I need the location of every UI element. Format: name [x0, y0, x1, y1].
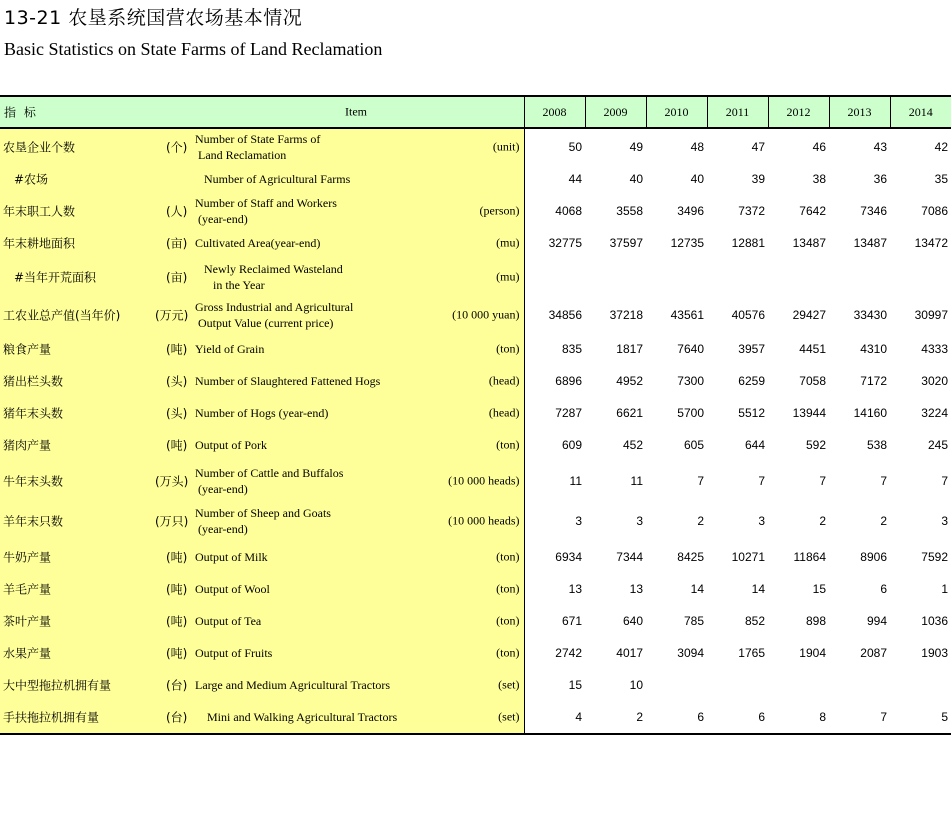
- indicator-chinese: 粮食产量: [3, 342, 52, 357]
- indicator-chinese: 牛奶产量: [3, 550, 52, 565]
- value-cell: 29427: [792, 308, 826, 322]
- indicator-english: Output of Fruits: [195, 646, 273, 660]
- value-cell: 538: [866, 438, 887, 452]
- value-cell: 7642: [799, 204, 826, 218]
- header-year: 2012: [768, 96, 829, 128]
- unit-english: (ton): [496, 581, 520, 596]
- unit-chinese: (台): [166, 678, 188, 693]
- value-cell: 13487: [853, 236, 887, 250]
- value-cell: 1765: [738, 646, 765, 660]
- unit-chinese: (头): [166, 406, 188, 421]
- table-row: [0, 297, 951, 333]
- indicator-english: Cultivated Area(year-end): [195, 236, 321, 250]
- table-row: [0, 165, 951, 193]
- header-year: 2013: [829, 96, 890, 128]
- value-cell: 7: [941, 474, 948, 488]
- value-cell: 7: [758, 474, 765, 488]
- value-cell: 835: [561, 342, 582, 356]
- indicator-english: Number of State Farms of Land Reclamation: [195, 132, 321, 162]
- table-row: [0, 669, 951, 701]
- value-cell: 50: [568, 140, 582, 154]
- indicator-chinese: 猪出栏头数: [3, 374, 64, 389]
- value-cell: 13944: [792, 406, 826, 420]
- value-cell: 1: [941, 582, 948, 596]
- value-cell: 3224: [921, 406, 948, 420]
- value-cell: 3: [941, 514, 948, 528]
- value-cell: 3: [636, 514, 643, 528]
- row-label-cell: [0, 229, 524, 257]
- value-cell: 43: [873, 140, 887, 154]
- unit-english: (ton): [496, 645, 520, 660]
- value-cell: [768, 257, 829, 297]
- table-row: [0, 333, 951, 365]
- unit-english: (head): [488, 373, 520, 388]
- unit-chinese: (头): [166, 374, 188, 389]
- header-row: [0, 96, 951, 128]
- value-cell: [829, 257, 890, 297]
- value-cell: 4068: [555, 204, 582, 218]
- value-cell: 994: [866, 614, 887, 628]
- value-cell: 40576: [731, 308, 765, 322]
- value-cell: 36: [873, 172, 887, 186]
- indicator-chinese: 牛年末头数: [3, 474, 64, 489]
- value-cell: 30997: [914, 308, 948, 322]
- unit-english: (mu): [496, 235, 520, 250]
- unit-english: (ton): [496, 341, 520, 356]
- value-cell: 3094: [677, 646, 704, 660]
- value-cell: 245: [927, 438, 948, 452]
- value-cell: 6: [880, 582, 887, 596]
- value-cell: 1904: [799, 646, 826, 660]
- row-label-cell: [0, 128, 524, 165]
- indicator-chinese: 猪年末头数: [3, 406, 64, 421]
- row-label-cell: [0, 701, 524, 734]
- table-row: [0, 365, 951, 397]
- unit-english: (set): [498, 677, 520, 692]
- row-label-cell: [0, 461, 524, 501]
- value-cell: 3957: [738, 342, 765, 356]
- value-cell: 452: [622, 438, 643, 452]
- value-cell: [707, 669, 768, 701]
- table-row: [0, 397, 951, 429]
- value-cell: 38: [812, 172, 826, 186]
- row-label-cell: [0, 333, 524, 365]
- value-cell: 8906: [860, 550, 887, 564]
- value-cell: 8: [768, 701, 829, 734]
- indicator-english: Number of Hogs (year-end): [195, 406, 329, 420]
- value-cell: 7640: [677, 342, 704, 356]
- value-cell: 8425: [677, 550, 704, 564]
- value-cell: 7372: [738, 204, 765, 218]
- value-cell: 4333: [921, 342, 948, 356]
- value-cell: 14: [690, 582, 704, 596]
- table-row: [0, 257, 951, 297]
- header-year: 2014: [890, 96, 951, 128]
- indicator-chinese: 农垦企业个数: [3, 140, 76, 155]
- header-indicator-label: 指 标: [4, 105, 38, 120]
- value-cell: 35: [934, 172, 948, 186]
- indicator-chinese: 羊年末只数: [3, 514, 64, 529]
- value-cell: 11: [569, 474, 582, 488]
- indicator-english: Output of Tea: [195, 614, 262, 628]
- value-cell: 12881: [731, 236, 765, 250]
- indicator-english: Output of Pork: [195, 438, 267, 452]
- indicator-english: Mini and Walking Agricultural Tractors: [204, 710, 398, 724]
- indicator-english: Number of Sheep and Goats (year-end): [195, 506, 331, 536]
- value-cell: 13487: [792, 236, 826, 250]
- value-cell: 14160: [853, 406, 887, 420]
- value-cell: 5: [890, 701, 951, 734]
- unit-chinese: (万头): [155, 474, 189, 489]
- indicator-chinese: 水果产量: [3, 646, 52, 661]
- value-cell: 4952: [616, 374, 643, 388]
- table-row: [0, 429, 951, 461]
- unit-chinese: (亩): [166, 236, 188, 251]
- indicator-chinese: #农场: [14, 172, 49, 187]
- value-cell: 6934: [555, 550, 582, 564]
- table-row: [0, 605, 951, 637]
- value-cell: 1903: [921, 646, 948, 660]
- value-cell: 6: [646, 701, 707, 734]
- indicator-english: Number of Agricultural Farms: [204, 172, 351, 186]
- unit-english: (ton): [496, 437, 520, 452]
- unit-english: (ton): [496, 549, 520, 564]
- value-cell: 7: [829, 701, 890, 734]
- value-cell: 2: [880, 514, 887, 528]
- value-cell: 7346: [860, 204, 887, 218]
- unit-chinese: (亩): [166, 270, 188, 285]
- value-cell: 13: [629, 582, 643, 596]
- value-cell: [646, 669, 707, 701]
- value-cell: 37218: [609, 308, 643, 322]
- unit-chinese: (吨): [166, 646, 188, 661]
- value-cell: 3558: [616, 204, 643, 218]
- value-cell: 43561: [670, 308, 704, 322]
- indicator-english: Number of Staff and Workers (year-end): [195, 196, 337, 226]
- row-label-cell: [0, 637, 524, 669]
- value-cell: [646, 257, 707, 297]
- row-label-cell: [0, 165, 524, 193]
- table-body: [0, 128, 951, 734]
- value-cell: [524, 257, 585, 297]
- unit-chinese: (吨): [166, 582, 188, 597]
- unit-english: (head): [488, 405, 520, 420]
- value-cell: 3: [575, 514, 582, 528]
- value-cell: 2: [697, 514, 704, 528]
- value-cell: 1036: [921, 614, 948, 628]
- value-cell: 14: [751, 582, 765, 596]
- unit-chinese: (吨): [166, 342, 188, 357]
- value-cell: 33430: [853, 308, 887, 322]
- indicator-english: Yield of Grain: [195, 342, 265, 356]
- value-cell: 2087: [860, 646, 887, 660]
- value-cell: 2: [819, 514, 826, 528]
- row-label-cell: [0, 257, 524, 297]
- value-cell: [768, 669, 829, 701]
- value-cell: 852: [744, 614, 765, 628]
- unit-chinese: (万只): [155, 514, 189, 529]
- value-cell: 7: [819, 474, 826, 488]
- value-cell: 11864: [793, 550, 826, 564]
- value-cell: 3020: [921, 374, 948, 388]
- value-cell: 12735: [670, 236, 704, 250]
- indicator-english: Large and Medium Agricultural Tractors: [195, 678, 391, 692]
- unit-chinese: (台): [166, 710, 188, 725]
- header-indicator-cell: [0, 96, 524, 128]
- value-cell: 7344: [616, 550, 643, 564]
- value-cell: 592: [805, 438, 826, 452]
- indicator-chinese: 手扶拖拉机拥有量: [3, 710, 100, 725]
- value-cell: 7: [880, 474, 887, 488]
- indicator-chinese: 猪肉产量: [3, 438, 52, 453]
- value-cell: 2: [585, 701, 646, 734]
- value-cell: 3496: [677, 204, 704, 218]
- indicator-chinese: 年末耕地面积: [3, 236, 76, 251]
- value-cell: 1817: [616, 342, 643, 356]
- value-cell: 609: [561, 438, 582, 452]
- indicator-chinese: 年末职工人数: [3, 204, 76, 219]
- value-cell: 15: [812, 582, 826, 596]
- value-cell: 10271: [731, 550, 765, 564]
- row-label-cell: [0, 397, 524, 429]
- value-cell: 47: [751, 140, 765, 154]
- value-cell: 5512: [738, 406, 765, 420]
- value-cell: 4017: [616, 646, 643, 660]
- value-cell: 34856: [548, 308, 582, 322]
- table-row: [0, 229, 951, 257]
- value-cell: 7300: [677, 374, 704, 388]
- table-row: [0, 637, 951, 669]
- value-cell: 2742: [555, 646, 582, 660]
- unit-chinese: (吨): [166, 614, 188, 629]
- value-cell: 7592: [921, 550, 948, 564]
- indicator-chinese: #当年开荒面积: [14, 270, 97, 285]
- header-item-label: Item: [345, 104, 367, 119]
- value-cell: 7086: [921, 204, 948, 218]
- value-cell: 48: [690, 140, 704, 154]
- value-cell: 46: [812, 140, 826, 154]
- indicator-chinese: 茶叶产量: [3, 614, 52, 629]
- unit-chinese: (个): [166, 140, 188, 155]
- unit-english: (person): [479, 203, 520, 218]
- row-label-cell: [0, 573, 524, 605]
- unit-english: (10 000 heads): [448, 513, 520, 528]
- header-year: 2010: [646, 96, 707, 128]
- value-cell: 898: [805, 614, 826, 628]
- unit-english: (ton): [496, 613, 520, 628]
- row-label-cell: [0, 605, 524, 637]
- row-label-cell: [0, 501, 524, 541]
- indicator-chinese: 工农业总产值(当年价): [3, 308, 121, 323]
- unit-chinese: (万元): [155, 308, 189, 323]
- value-cell: 7287: [555, 406, 582, 420]
- value-cell: 4310: [860, 342, 887, 356]
- row-label-cell: [0, 669, 524, 701]
- value-cell: 6621: [616, 406, 643, 420]
- row-label-cell: [0, 541, 524, 573]
- header-year: 2008: [524, 96, 585, 128]
- unit-chinese: (吨): [166, 550, 188, 565]
- value-cell: 671: [561, 614, 582, 628]
- value-cell: 6896: [555, 374, 582, 388]
- indicator-chinese: 大中型拖拉机拥有量: [3, 678, 112, 693]
- table-row: [0, 701, 951, 734]
- value-cell: 11: [630, 474, 643, 488]
- value-cell: 5700: [677, 406, 704, 420]
- table-title-english: Basic Statistics on State Farms of Land Reclamation: [4, 39, 383, 59]
- indicator-english: Number of Cattle and Buffalos (year-end): [195, 466, 344, 496]
- table-row: [0, 501, 951, 541]
- indicator-english: Newly Reclaimed Wasteland in the Year: [204, 262, 343, 292]
- unit-english: (set): [498, 709, 520, 724]
- unit-english: (10 000 heads): [448, 473, 520, 488]
- unit-english: (unit): [492, 139, 520, 154]
- value-cell: 6259: [738, 374, 765, 388]
- value-cell: 37597: [609, 236, 643, 250]
- value-cell: 13472: [914, 236, 948, 250]
- unit-chinese: (人): [166, 204, 188, 219]
- table-row: [0, 573, 951, 605]
- value-cell: 7: [697, 474, 704, 488]
- row-label-cell: [0, 365, 524, 397]
- value-cell: 44: [568, 172, 582, 186]
- indicator-english: Number of Slaughtered Fattened Hogs: [195, 374, 381, 388]
- value-cell: [585, 257, 646, 297]
- value-cell: 785: [683, 614, 704, 628]
- value-cell: 6: [707, 701, 768, 734]
- value-cell: [890, 257, 951, 297]
- value-cell: 10: [629, 678, 643, 692]
- value-cell: 4451: [799, 342, 826, 356]
- value-cell: 7058: [799, 374, 826, 388]
- table-row: [0, 193, 951, 229]
- value-cell: 32775: [548, 236, 582, 250]
- statistics-table: [0, 95, 951, 735]
- unit-chinese: (吨): [166, 438, 188, 453]
- value-cell: 640: [622, 614, 643, 628]
- indicator-english: Output of Milk: [195, 550, 268, 564]
- value-cell: 40: [690, 172, 704, 186]
- row-label-cell: [0, 193, 524, 229]
- value-cell: 40: [629, 172, 643, 186]
- value-cell: 3: [758, 514, 765, 528]
- header-year: 2011: [707, 96, 768, 128]
- indicator-english: Output of Wool: [195, 582, 270, 596]
- value-cell: 7172: [860, 374, 887, 388]
- value-cell: 15: [568, 678, 582, 692]
- value-cell: 605: [683, 438, 704, 452]
- value-cell: 13: [568, 582, 582, 596]
- value-cell: 42: [934, 140, 948, 154]
- table-row: [0, 461, 951, 501]
- unit-english: (mu): [496, 269, 520, 284]
- row-label-cell: [0, 297, 524, 333]
- value-cell: 39: [751, 172, 765, 186]
- table-row: [0, 541, 951, 573]
- indicator-chinese: 羊毛产量: [3, 582, 52, 597]
- indicator-english: Gross Industrial and Agricultural Output Value (current price): [195, 300, 354, 330]
- unit-english: (10 000 yuan): [452, 307, 520, 322]
- table-title-chinese: 13-21 农垦系统国营农场基本情况: [4, 7, 303, 29]
- header-year: 2009: [585, 96, 646, 128]
- row-label-cell: [0, 429, 524, 461]
- value-cell: 49: [629, 140, 643, 154]
- value-cell: 4: [524, 701, 585, 734]
- value-cell: [829, 669, 890, 701]
- table-row: [0, 128, 951, 165]
- value-cell: [890, 669, 951, 701]
- value-cell: [707, 257, 768, 297]
- value-cell: 644: [744, 438, 765, 452]
